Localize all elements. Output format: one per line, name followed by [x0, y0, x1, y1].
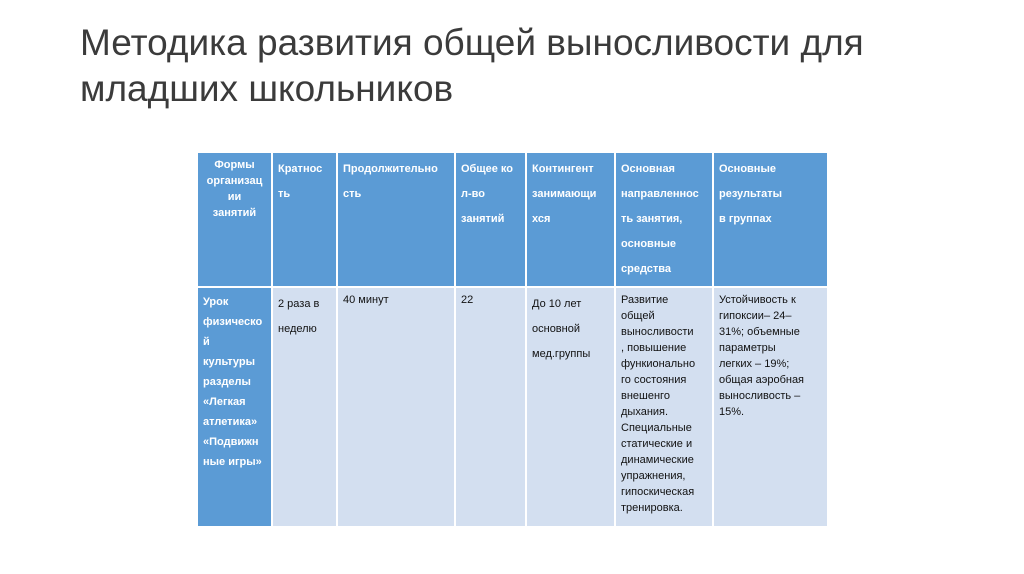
cell-frequency: 2 раза в неделю: [272, 287, 337, 527]
cell-total-count: 22: [455, 287, 526, 527]
header-forms: Формы организац ии занятий: [197, 152, 272, 287]
header-results: Основные результаты в группах: [713, 152, 828, 287]
cell-results: Устойчивость к гипоксии– 24– 31%; объемные параметры легких – 19%; общая аэробная выносливость – 15%.: [713, 287, 828, 527]
cell-contingent: До 10 лет основной мед.группы: [526, 287, 615, 527]
header-focus: Основная направленнос ть занятия, основные средства: [615, 152, 713, 287]
cell-forms: Урок физическо й культуры разделы «Легкая атлетика» «Подвижн ные игры»: [197, 287, 272, 527]
table-header-row: [197, 152, 828, 287]
header-duration: Продолжительно сть: [337, 152, 455, 287]
table-row: [197, 287, 828, 527]
methodology-table: [196, 151, 829, 528]
header-frequency: Кратнос ть: [272, 152, 337, 287]
cell-focus: Развитие общей выносливости , повышение функионально го состояния внешенго дыхания. Специальные статические и динамические упражнения, гипоскическая тренировка.: [615, 287, 713, 527]
slide-title: Методика развития общей выносливости для младших школьников: [80, 22, 864, 109]
cell-duration: 40 минут: [337, 287, 455, 527]
header-contingent: Контингент занимающи хся: [526, 152, 615, 287]
header-total-count: Общее ко л-во занятий: [455, 152, 526, 287]
